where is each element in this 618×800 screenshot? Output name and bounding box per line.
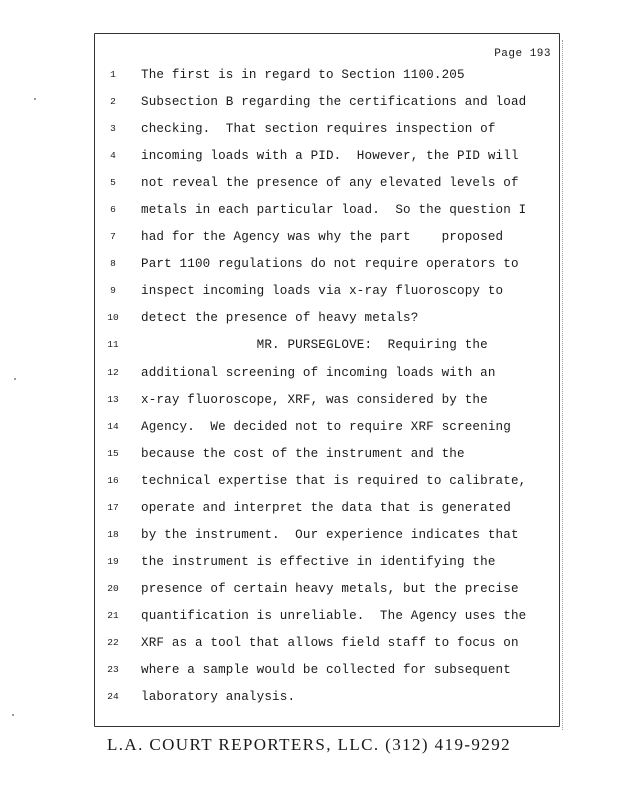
line-number: 13 [107,393,119,405]
scan-speck [34,98,36,100]
transcript-line: had for the Agency was why the part proposed [141,230,504,245]
line-number: 4 [110,150,116,162]
transcript-line: not reveal the presence of any elevated levels of [141,176,519,191]
scan-speck [14,378,16,380]
transcript-line: the instrument is effective in identifying the [141,554,496,569]
line-number: 2 [110,96,116,108]
line-number: 14 [107,420,119,432]
scan-speck [12,714,14,716]
transcript-line: The first is in regard to Section 1100.205 [141,68,465,82]
line-number-column [98,64,128,713]
line-number: 10 [107,312,119,324]
line-number: 5 [110,177,116,189]
transcript-line: Subsection B regarding the certifications and load [141,95,527,110]
transcript-line: Part 1100 regulations do not require operators to [141,257,519,272]
line-number: 11 [107,339,119,351]
transcript-line: Agency. We decided not to require XRF screening [141,419,511,434]
line-number: 6 [110,204,116,216]
transcript-text-column [141,64,559,713]
line-number: 23 [107,664,119,676]
transcript-line: detect the presence of heavy metals? [141,311,419,326]
line-number: 9 [110,285,116,297]
line-number: 24 [107,691,119,703]
transcript-line: where a sample would be collected for subsequent [141,663,511,678]
transcript-line: presence of certain heavy metals, but the precise [141,581,519,596]
line-number: 20 [107,582,119,594]
transcript-line: MR. PURSEGLOVE: Requiring the [141,338,488,353]
page-number: Page 193 [494,48,551,60]
line-number: 15 [107,447,119,459]
line-number: 19 [107,555,119,567]
line-number: 12 [107,366,119,378]
line-number: 8 [110,258,116,270]
transcript-line: operate and interpret the data that is generated [141,500,511,515]
line-number: 3 [110,123,116,135]
court-reporter-footer: L.A. COURT REPORTERS, LLC. (312) 419-9292 [106,735,512,754]
line-number: 22 [107,636,119,648]
transcript-line: technical expertise that is required to calibrate, [141,473,527,488]
scan-edge-mark [562,40,564,730]
transcript-line: additional screening of incoming loads with an [141,365,496,380]
line-number: 16 [107,474,119,486]
transcript-line: metals in each particular load. So the question I [141,203,527,218]
line-number: 7 [110,231,116,243]
transcript-line: x-ray fluoroscope, XRF, was considered by the [141,392,488,407]
line-number: 21 [107,609,119,621]
line-number: 18 [107,528,119,540]
transcript-line: quantification is unreliable. The Agency uses the [141,608,527,623]
transcript-line: inspect incoming loads via x-ray fluoroscopy to [141,284,504,299]
transcript-line: laboratory analysis. [141,690,296,705]
line-number: 17 [107,501,119,513]
transcript-line: by the instrument. Our experience indicates that [141,527,519,542]
transcript-line: incoming loads with a PID. However, the PID will [141,149,519,164]
transcript-line: XRF as a tool that allows field staff to focus on [141,635,519,650]
transcript-line: checking. That section requires inspection of [141,122,496,137]
transcript-line: because the cost of the instrument and the [141,446,465,461]
line-number: 1 [110,69,116,80]
